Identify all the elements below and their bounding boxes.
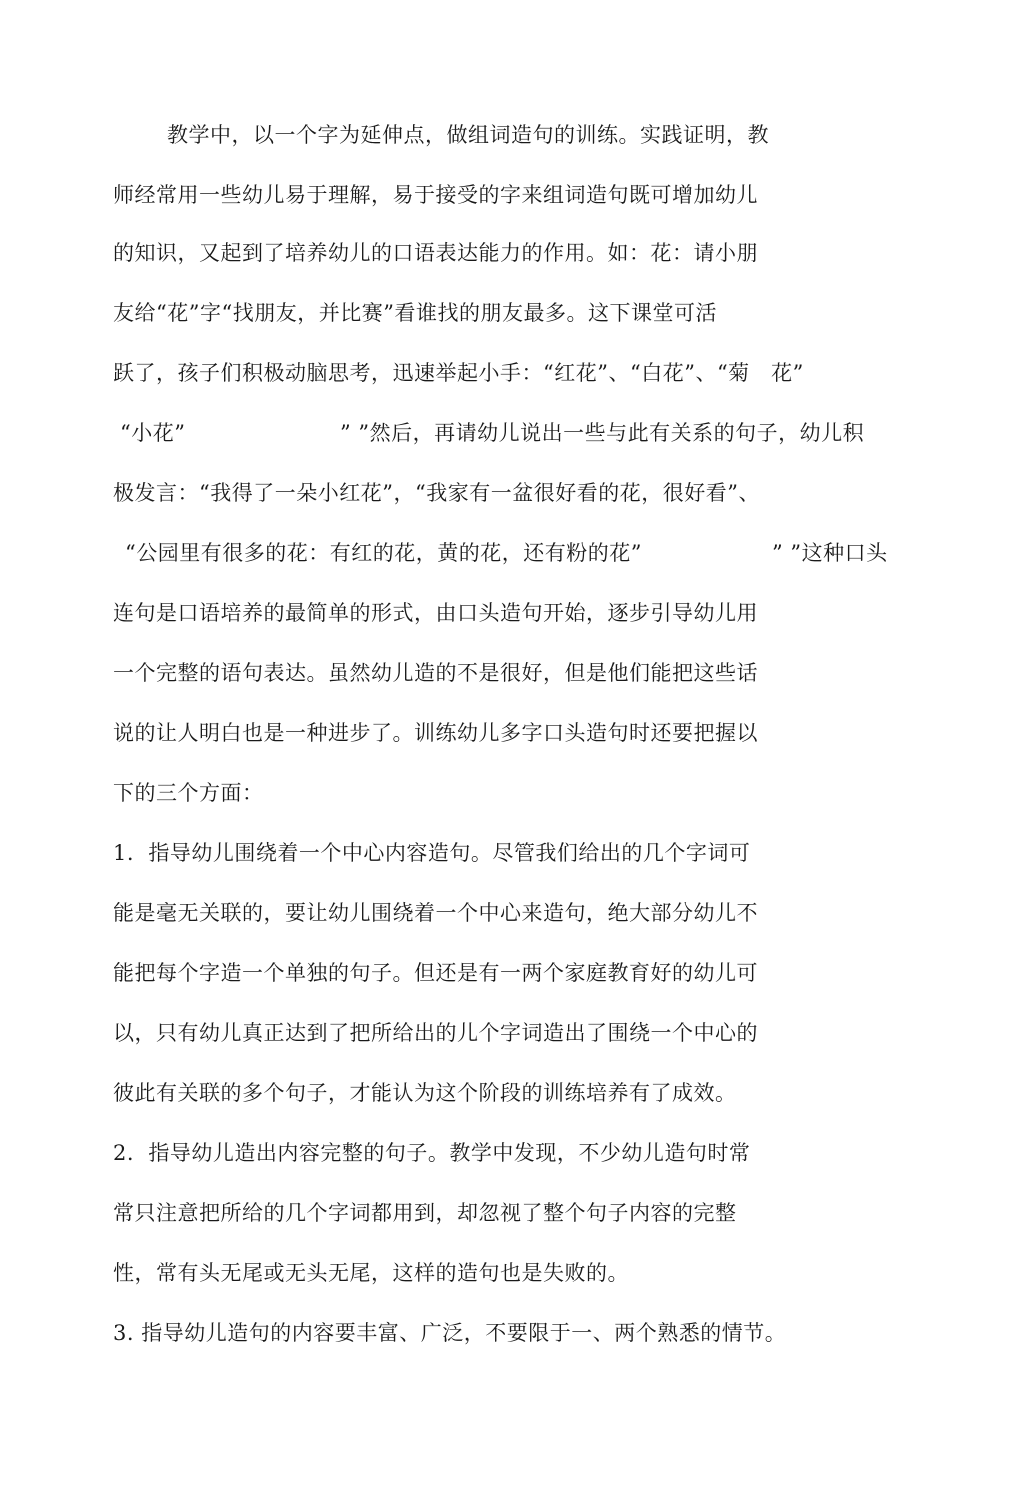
list-item-line: 能是毫无关联的，要让幼儿围绕着一个中心来造句，绝大部分幼儿不 — [113, 901, 758, 925]
paragraph-line: ” ”然后，再请幼儿说出一些与此有关系的句子，幼儿积 — [340, 421, 865, 445]
list-item-line: 以，只有幼儿真正达到了把所给出的儿个字词造出了围绕一个中心的 — [113, 1021, 758, 1045]
paragraph-line: “公园里有很多的花：有红的花，黄的花，还有粉的花” — [125, 541, 642, 565]
paragraph-line: 极发言：“我得了一朵小红花”，“我家有一盆很好看的花，很好看”、 — [113, 481, 760, 505]
paragraph-line: 教学中，以一个字为延伸点，做组词造句的训练。实践证明，教 — [167, 123, 769, 147]
list-item-line: 常只注意把所给的几个字词都用到，却忽视了整个句子内容的完整 — [113, 1201, 737, 1225]
list-item-line: 3. 指导幼儿造句的内容要丰富、广泛，不要限于一、两个熟悉的情节。 — [113, 1321, 787, 1345]
paragraph-line: 连句是口语培养的最简单的形式，由口头造句开始，逐步引导幼儿用 — [113, 601, 758, 625]
paragraph-line: “小花” — [120, 421, 186, 445]
paragraph-line: 说的让人明白也是一种进步了。训练幼儿多字口头造句时还要把握以 — [113, 721, 758, 745]
paragraph-line: 跃了，孩子们积极动脑思考，迅速举起小手：“红花”、“白花”、“菊 花” — [113, 361, 804, 385]
paragraph-line: 师经常用一些幼儿易于理解，易于接受的字来组词造句既可增加幼儿 — [113, 183, 758, 207]
list-item-line: 性，常有头无尾或无头无尾，这样的造句也是失败的。 — [113, 1261, 629, 1285]
paragraph-line: 的知识，又起到了培养幼儿的口语表达能力的作用。如：花：请小朋 — [113, 241, 758, 265]
paragraph-line: ” ”这种口头 — [772, 541, 888, 565]
paragraph-line: 一个完整的语句表达。虽然幼儿造的不是很好，但是他们能把这些话 — [113, 661, 758, 685]
list-item-line: 彼此有关联的多个句子，才能认为这个阶段的训练培养有了成效。 — [113, 1081, 737, 1105]
paragraph-line: 下的三个方面： — [113, 781, 264, 805]
list-item-line: 1. 指导幼儿围绕着一个中心内容造句。尽管我们给出的几个字词可 — [113, 841, 751, 865]
list-item-line: 2. 指导幼儿造出内容完整的句子。教学中发现，不少幼儿造句时常 — [113, 1141, 751, 1165]
list-item-line: 能把每个字造一个单独的句子。但还是有一两个家庭教育好的幼儿可 — [113, 961, 758, 985]
paragraph-line: 友给“花”字“找朋友，并比赛”看谁找的朋友最多。这下课堂可活 — [113, 301, 717, 325]
